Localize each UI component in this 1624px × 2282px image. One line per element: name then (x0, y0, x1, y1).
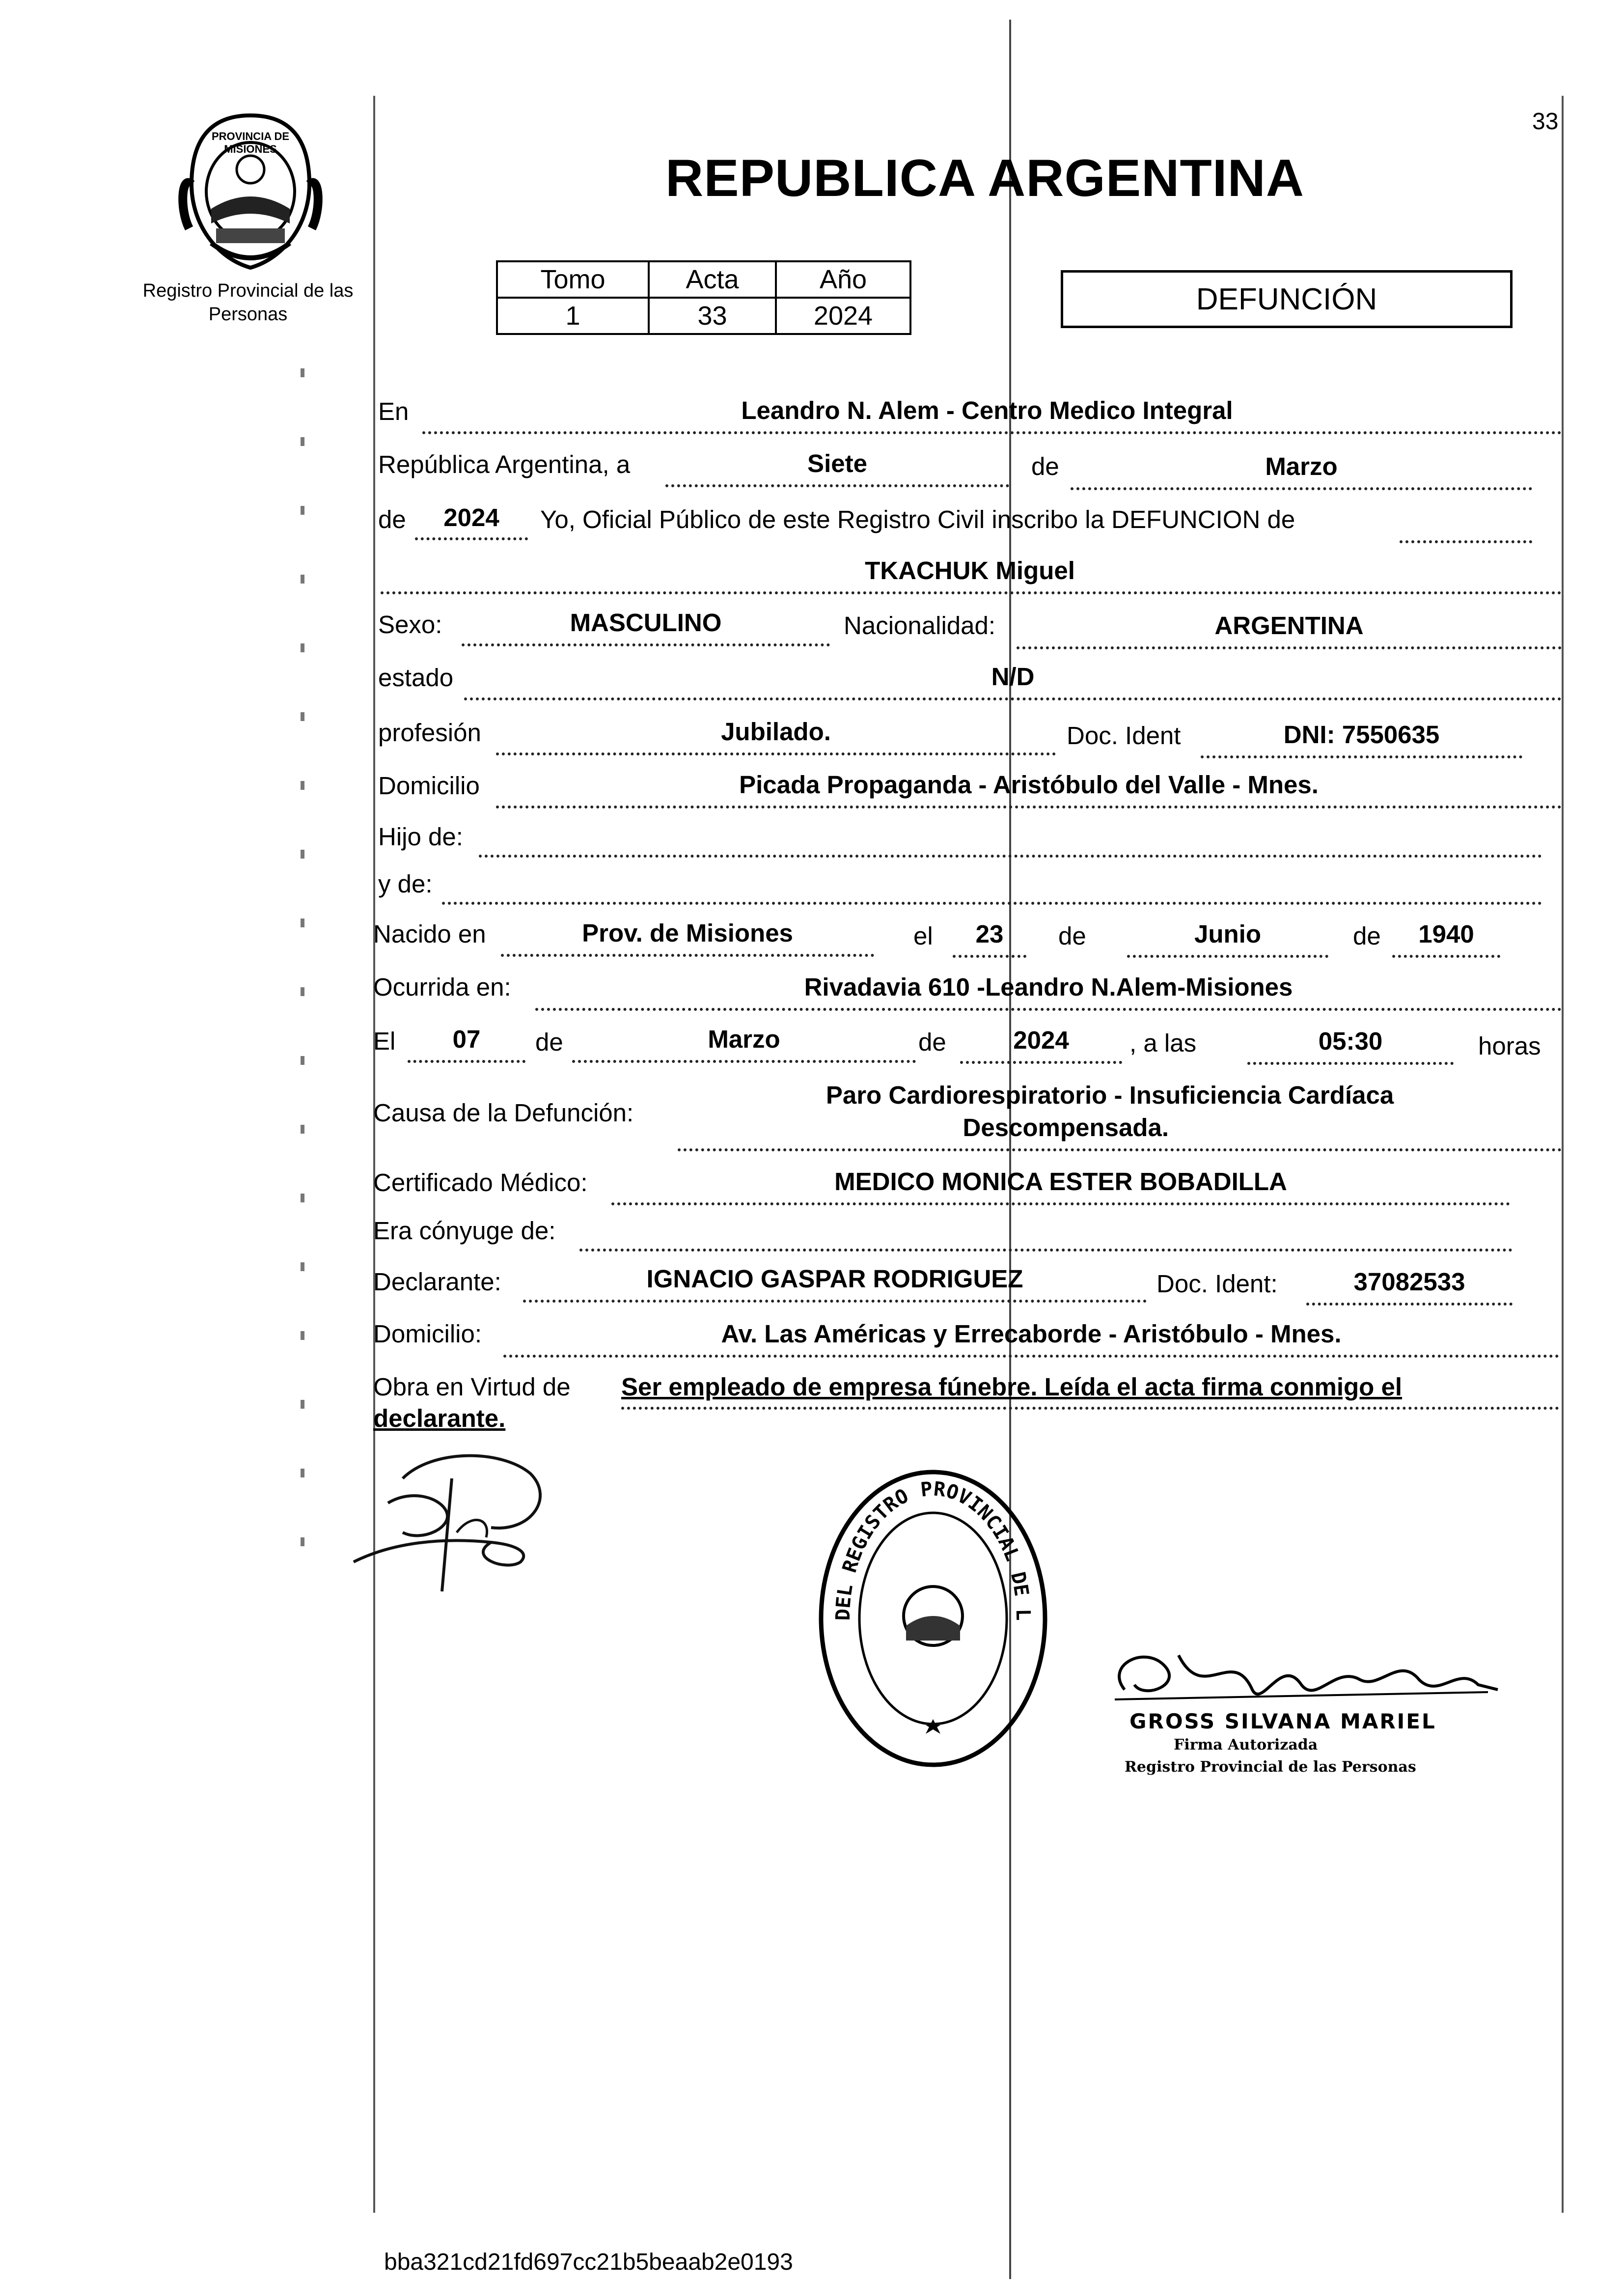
official-seal (818, 1469, 1048, 1768)
dotted-line (462, 643, 830, 646)
el-label: El (373, 1027, 396, 1055)
causa-line-1: Paro Cardiorespiratorio - Insuficiencia Cardíaca (826, 1081, 1394, 1109)
birth-day: 23 (975, 920, 1004, 948)
signatory-name: GROSS SILVANA MARIEL (1129, 1709, 1436, 1733)
dotted-line (442, 902, 1542, 905)
republica-label: República Argentina, a (378, 450, 631, 478)
causa-line-2: Descompensada. (963, 1113, 1169, 1141)
signatory-office: Registro Provincial de las Personas (1125, 1758, 1416, 1776)
dotted-line (1306, 1303, 1513, 1306)
certificado-label: Certificado Médico: (373, 1169, 588, 1197)
death-time: 05:30 (1318, 1027, 1383, 1055)
obra-label: Obra en Virtud de (373, 1373, 571, 1401)
profesion-label: profesión (378, 719, 481, 747)
doc-ident-value: 37082533 (1353, 1268, 1465, 1296)
province-emblem (177, 111, 324, 273)
emblem-label: PROVINCIA DE MISIONES (211, 130, 290, 155)
obra-line-2: declarante. (373, 1404, 506, 1432)
dotted-line (678, 1148, 1562, 1151)
signatory-role: Firma Autorizada (1174, 1736, 1318, 1753)
en-value: Leandro N. Alem - Centro Medico Integral (741, 396, 1233, 424)
doc-ident-label: Doc. Ident (1067, 722, 1181, 750)
dotted-line (464, 697, 1562, 700)
dotted-line (408, 1060, 525, 1063)
nacionalidad-value: ARGENTINA (1214, 612, 1364, 640)
sexo-value: MASCULINO (570, 609, 722, 637)
dotted-line (479, 855, 1542, 858)
statement-text: Yo, Oficial Público de este Registro Civil inscribo la DEFUNCION de (540, 505, 1295, 533)
dotted-line (1017, 646, 1562, 649)
domicilio-label: Domicilio: (373, 1320, 482, 1348)
doc-ident-label: Doc. Ident: (1156, 1270, 1278, 1298)
declarante-label: Declarante: (373, 1268, 501, 1296)
dotted-line (579, 1249, 1513, 1252)
dotted-line (953, 955, 1026, 958)
dotted-line (422, 431, 1562, 434)
right-margin-line (1562, 96, 1564, 2213)
ocurrida-label: Ocurrida en: (373, 973, 511, 1001)
de-label: de (1058, 922, 1086, 950)
de-label: de (378, 505, 406, 533)
seal-text: DEL REGISTRO PROVINCIAL DE L (831, 1477, 1035, 1621)
dotted-line (621, 1407, 1559, 1410)
death-year: 2024 (1013, 1026, 1069, 1054)
hijo-de-label: Hijo de: (378, 823, 463, 851)
a-las-label: , a las (1129, 1029, 1197, 1057)
ocurrida-value: Rivadavia 610 -Leandro N.Alem-Misiones (804, 973, 1293, 1001)
dotted-line (523, 1300, 1147, 1303)
registry-value: 2024 (776, 298, 910, 334)
domicilio-label: Domicilio (378, 772, 480, 800)
dotted-line (415, 537, 528, 540)
registry-header: Tomo (497, 261, 649, 298)
svg-text:DELEGACION DEL REGISTRO PROVIN (818, 1469, 1034, 1621)
de-label: de (1353, 922, 1381, 950)
dotted-line (1071, 487, 1532, 490)
doc-ident-value: DNI: 7550635 (1283, 721, 1440, 749)
registry-header: Acta (649, 261, 776, 298)
institution-name: Registro Provincial de las Personas (142, 280, 354, 325)
domicilio-value: Av. Las Américas y Errecaborde - Aristóbulo - Mnes. (721, 1320, 1342, 1348)
horas-label: horas (1478, 1032, 1541, 1060)
death-month: Marzo (708, 1025, 780, 1053)
y-de-label: y de: (378, 870, 433, 898)
dotted-line (1392, 955, 1500, 958)
dotted-line (1201, 755, 1522, 758)
page-number: 33 (1532, 109, 1559, 135)
nacionalidad-label: Nacionalidad: (844, 612, 996, 640)
document-type-box: DEFUNCIÓN (1061, 270, 1513, 328)
month-value: Marzo (1265, 452, 1338, 480)
dotted-line (535, 1008, 1562, 1011)
registry-table (496, 260, 911, 335)
birth-month: Junio (1194, 920, 1261, 948)
conyuge-label: Era cónyuge de: (373, 1217, 556, 1245)
left-margin-line (373, 96, 375, 2213)
obra-line-1: Ser empleado de empresa fúnebre. Leída el acta firma conmigo el (621, 1373, 1403, 1401)
year-value: 2024 (443, 503, 499, 531)
margin-dash-marks (301, 339, 304, 1567)
authorized-signature (1105, 1636, 1517, 1709)
nacido-label: Nacido en (373, 920, 486, 948)
birth-year: 1940 (1418, 920, 1474, 948)
dotted-line (572, 1060, 916, 1063)
death-day: 07 (452, 1025, 481, 1053)
en-label: En (378, 397, 409, 425)
dotted-line (501, 954, 874, 957)
dotted-line (1127, 955, 1328, 958)
de-label: de (918, 1028, 946, 1056)
day-value: Siete (807, 449, 867, 477)
dotted-line (503, 1355, 1559, 1358)
dotted-line (496, 806, 1562, 808)
dotted-line (960, 1061, 1122, 1064)
de-label: de (535, 1028, 563, 1056)
declarante-value: IGNACIO GASPAR RODRIGUEZ (646, 1265, 1023, 1293)
dotted-line (1400, 540, 1532, 543)
dotted-line (665, 484, 1009, 487)
estado-value: N/D (991, 663, 1035, 691)
de-label: de (1031, 452, 1059, 480)
el-label: el (913, 922, 933, 950)
nacido-value: Prov. de Misiones (582, 919, 793, 947)
estado-label: estado (378, 664, 454, 692)
certificado-value: MEDICO MONICA ESTER BOBADILLA (834, 1168, 1287, 1196)
document-hash: bba321cd21fd697cc21b5beaab2e0193 (384, 2249, 793, 2275)
page-title: REPUBLICA ARGENTINA (665, 148, 1305, 207)
causa-label: Causa de la Defunción: (373, 1099, 634, 1127)
registry-header: Año (776, 261, 910, 298)
profesion-value: Jubilado. (721, 718, 831, 746)
registry-value: 1 (497, 298, 649, 334)
declarant-signature (344, 1444, 570, 1601)
sexo-label: Sexo: (378, 611, 442, 639)
dotted-line (1247, 1062, 1454, 1065)
dotted-line (611, 1202, 1510, 1205)
dotted-line (381, 591, 1562, 594)
deceased-name: TKACHUK Miguel (865, 557, 1075, 584)
domicilio-value: Picada Propaganda - Aristóbulo del Valle - Mnes. (739, 771, 1319, 799)
dotted-line (496, 752, 1056, 755)
registry-value: 33 (649, 298, 776, 334)
